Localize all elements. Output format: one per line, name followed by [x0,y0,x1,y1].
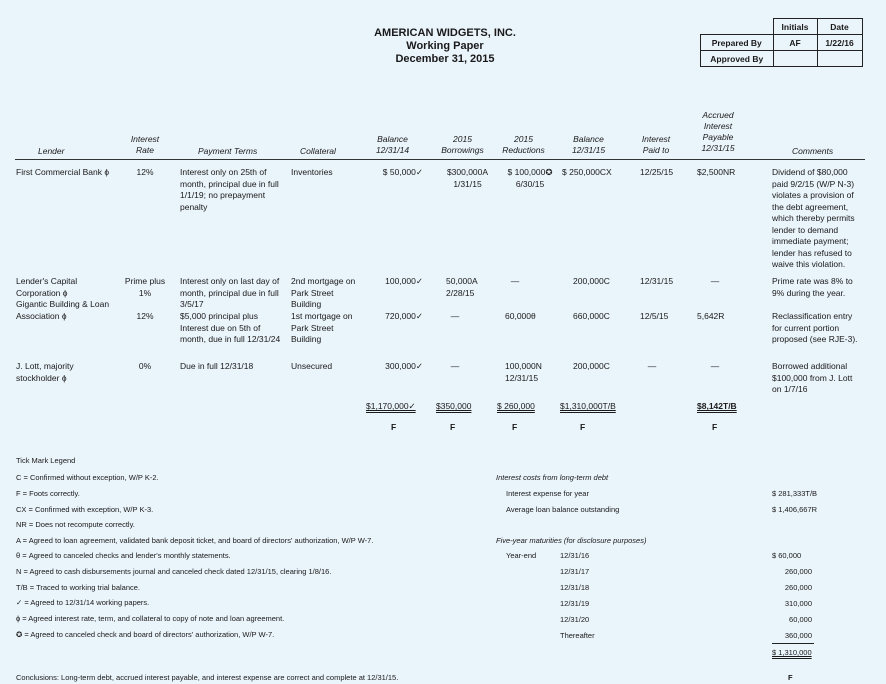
legend-item: NR = Does not recompute correctly. [16,520,135,529]
doc-type: Working Paper [406,40,484,52]
date-header: Date [817,19,862,35]
row2-bal1: 100,000✓ [385,276,423,286]
legend-item: ✓ = Agreed to 12/31/14 working papers. [16,598,150,607]
maturity-date: 12/31/18 [560,583,590,592]
maturity-foot: F [788,673,793,682]
row1-lender: First Commercial Bank ɸ [16,167,109,177]
row3-collateral: 1st mortgage on Park Street Building [291,311,353,344]
row1-collateral: Inventories [291,167,333,177]
approved-initials [773,51,817,67]
row4-borrow: — [450,361,460,371]
row3-rate: 12% [136,311,154,321]
row1-borrow: $300,000A 1/31/15 [446,167,489,189]
col-paidto: Interest Paid to [641,134,671,155]
row3-reduce: 60,000θ [505,311,536,321]
foot-borrow: F [450,422,456,432]
row2-collateral: 2nd mortgage on Park Street Building [291,276,356,309]
total-borrow: $350,000 [436,401,472,411]
maturity-amount: 60,000 [789,615,812,624]
maturity-date: 12/31/19 [560,599,590,608]
legend-item: A = Agreed to loan agreement, validated bank deposit ticket, and board of directors' authorization, W/P W-7. [16,536,374,545]
legend-item: θ = Agreed to canceled checks and lender's monthly statements. [16,551,231,560]
total-reduce: $ 260,000 [497,401,535,411]
approved-date [817,51,862,67]
legend-item: F = Foots correctly. [16,489,80,498]
maturity-amount: 360,000 [784,631,812,640]
prepared-date: 1/22/16 [817,35,862,51]
maturity-amount: 310,000 [784,599,812,608]
row2-reduce: — [510,276,520,286]
col-terms: Payment Terms [198,146,258,156]
col-lender: Lender [38,146,65,156]
maturity-amount: 260,000 [784,567,812,576]
prepared-by-label: Prepared By [701,35,774,51]
col-bal2: Balance 12/31/15 [571,134,606,155]
legend-item: T/B = Traced to working trial balance. [16,583,141,592]
col-collateral: Collateral [300,146,336,156]
row2-comments: Prime rate was 8% to 9% during the year. [772,276,853,298]
total-bal1: $1,170,000✓ [366,401,416,411]
company-name: AMERICAN WIDGETS, INC. [374,27,516,39]
foot-bal1: F [391,422,397,432]
row3-paidto: 12/5/15 [640,311,669,321]
col-bal1: Balance 12/31/14 [375,134,410,155]
row2-bal2: 200,000C [573,276,610,286]
foot-bal2: F [580,422,586,432]
row1-comments: Dividend of $80,000 paid 9/2/15 (W/P N-3) violates a provision of the debt agreement, which thereby permits lender to demand immediate payment; lender has refused to waive this violation. [772,167,855,269]
row4-bal1: 300,000✓ [385,361,423,371]
row2-accrued: — [710,276,720,286]
legend-title: Tick Mark Legend [16,456,76,465]
maturity-date: 12/31/17 [560,567,590,576]
maturity-total: $ 1,310,000 [772,648,812,657]
row1-accrued: $2,500NR [697,167,736,177]
row3-terms: $5,000 principal plus Interest due on 5th of month, due in full 12/31/24 [180,311,281,344]
row2-lender: Lender's Capital Corporation ɸ [16,276,78,298]
row4-lender: J. Lott, majority stockholder ɸ [16,361,74,383]
row1-bal1: $ 50,000✓ [382,167,423,177]
legend-item: ɸ = Agreed interest rate, term, and collateral to copy of note and loan agreement. [16,614,285,623]
legend-item: C = Confirmed without exception, W/P K-2. [16,473,159,482]
row1-terms: Interest only on 25th of month, principal due in full 1/1/19; no prepayment penalty [180,167,279,212]
legend-item: CX = Confirmed with exception, W/P K-3. [16,505,154,514]
yearend-label: Year-end [506,551,537,560]
legend-item: N = Agreed to cash disbursements journal and canceled check dated 12/31/15, clearing 1/8/16. [16,567,332,576]
avg-balance-value: $ 1,406,667R [772,505,818,514]
row4-accrued: — [710,361,720,371]
foot-reduce: F [512,422,518,432]
maturity-date: Thereafter [560,631,595,640]
row4-collateral: Unsecured [291,361,333,371]
col-comments: Comments [792,146,834,156]
interest-costs-title: Interest costs from long-term debt [496,473,609,482]
prepared-initials: AF [773,35,817,51]
col-borrow: 2015 Borrowings [441,134,484,155]
row4-comments: Borrowed additional $100,000 from J. Lott on 1/7/16 [772,361,853,394]
doc-date: December 31, 2015 [395,53,495,65]
maturity-date: 12/31/20 [560,615,590,624]
row3-accrued: 5,642R [697,311,725,321]
row3-borrow: — [450,311,460,321]
interest-expense-value: $ 281,333T/B [772,489,818,498]
row3-bal1: 720,000✓ [385,311,423,321]
row1-paidto: 12/25/15 [640,167,674,177]
maturity-amount: 260,000 [784,583,812,592]
maturities-title: Five-year maturities (for disclosure purposes) [496,536,647,545]
signoff-table [700,18,863,67]
row4-terms: Due in full 12/31/18 [180,361,254,371]
maturity-rule [772,643,814,644]
col-reduce: 2015 Reductions [502,134,545,155]
row4-bal2: 200,000C [573,361,610,371]
total-bal2: $1,310,000T/B [560,401,616,411]
row2-borrow: 50,000A 2/28/15 [446,276,478,298]
row4-reduce: 100,000N 12/31/15 [505,361,542,383]
approved-by-label: Approved By [701,51,774,67]
row4-rate: 0% [138,361,152,371]
row3-lender: Gigantic Building & Loan Association ɸ [16,299,110,321]
avg-balance-label: Average loan balance outstanding [506,505,620,514]
row2-paidto: 12/31/15 [640,276,674,286]
row3-comments: Reclassification entry for current portion proposed (see RJE-3). [772,311,858,344]
maturity-date: 12/31/16 [560,551,590,560]
total-accrued: $8,142T/B [697,401,737,411]
header-rule [15,159,865,160]
foot-accrued: F [712,422,718,432]
initials-header: Initials [773,19,817,35]
row4-paidto: — [647,361,657,371]
row1-bal2: $ 250,000CX [562,167,612,177]
legend-item: ✪ = Agreed to canceled check and board of directors' authorization, W/P W-7. [16,630,275,639]
row1-rate: 12% [136,167,154,177]
col-rate: Interest Rate [130,134,160,155]
row1-reduce: $ 100,000✪ 6/30/15 [507,167,553,189]
row2-rate: Prime plus 1% [124,276,166,298]
conclusion: Conclusions: Long-term debt, accrued interest payable, and interest expense are correct and complete at 12/31/15. [16,673,399,682]
maturity-amount: $ 60,000 [772,551,802,560]
row3-bal2: 660,000C [573,311,610,321]
interest-expense-label: Interest expense for year [506,489,589,498]
col-accrued: Accrued Interest Payable 12/31/15 [701,110,735,153]
row2-terms: Interest only on last day of month, principal due in full 3/5/17 [180,276,280,309]
